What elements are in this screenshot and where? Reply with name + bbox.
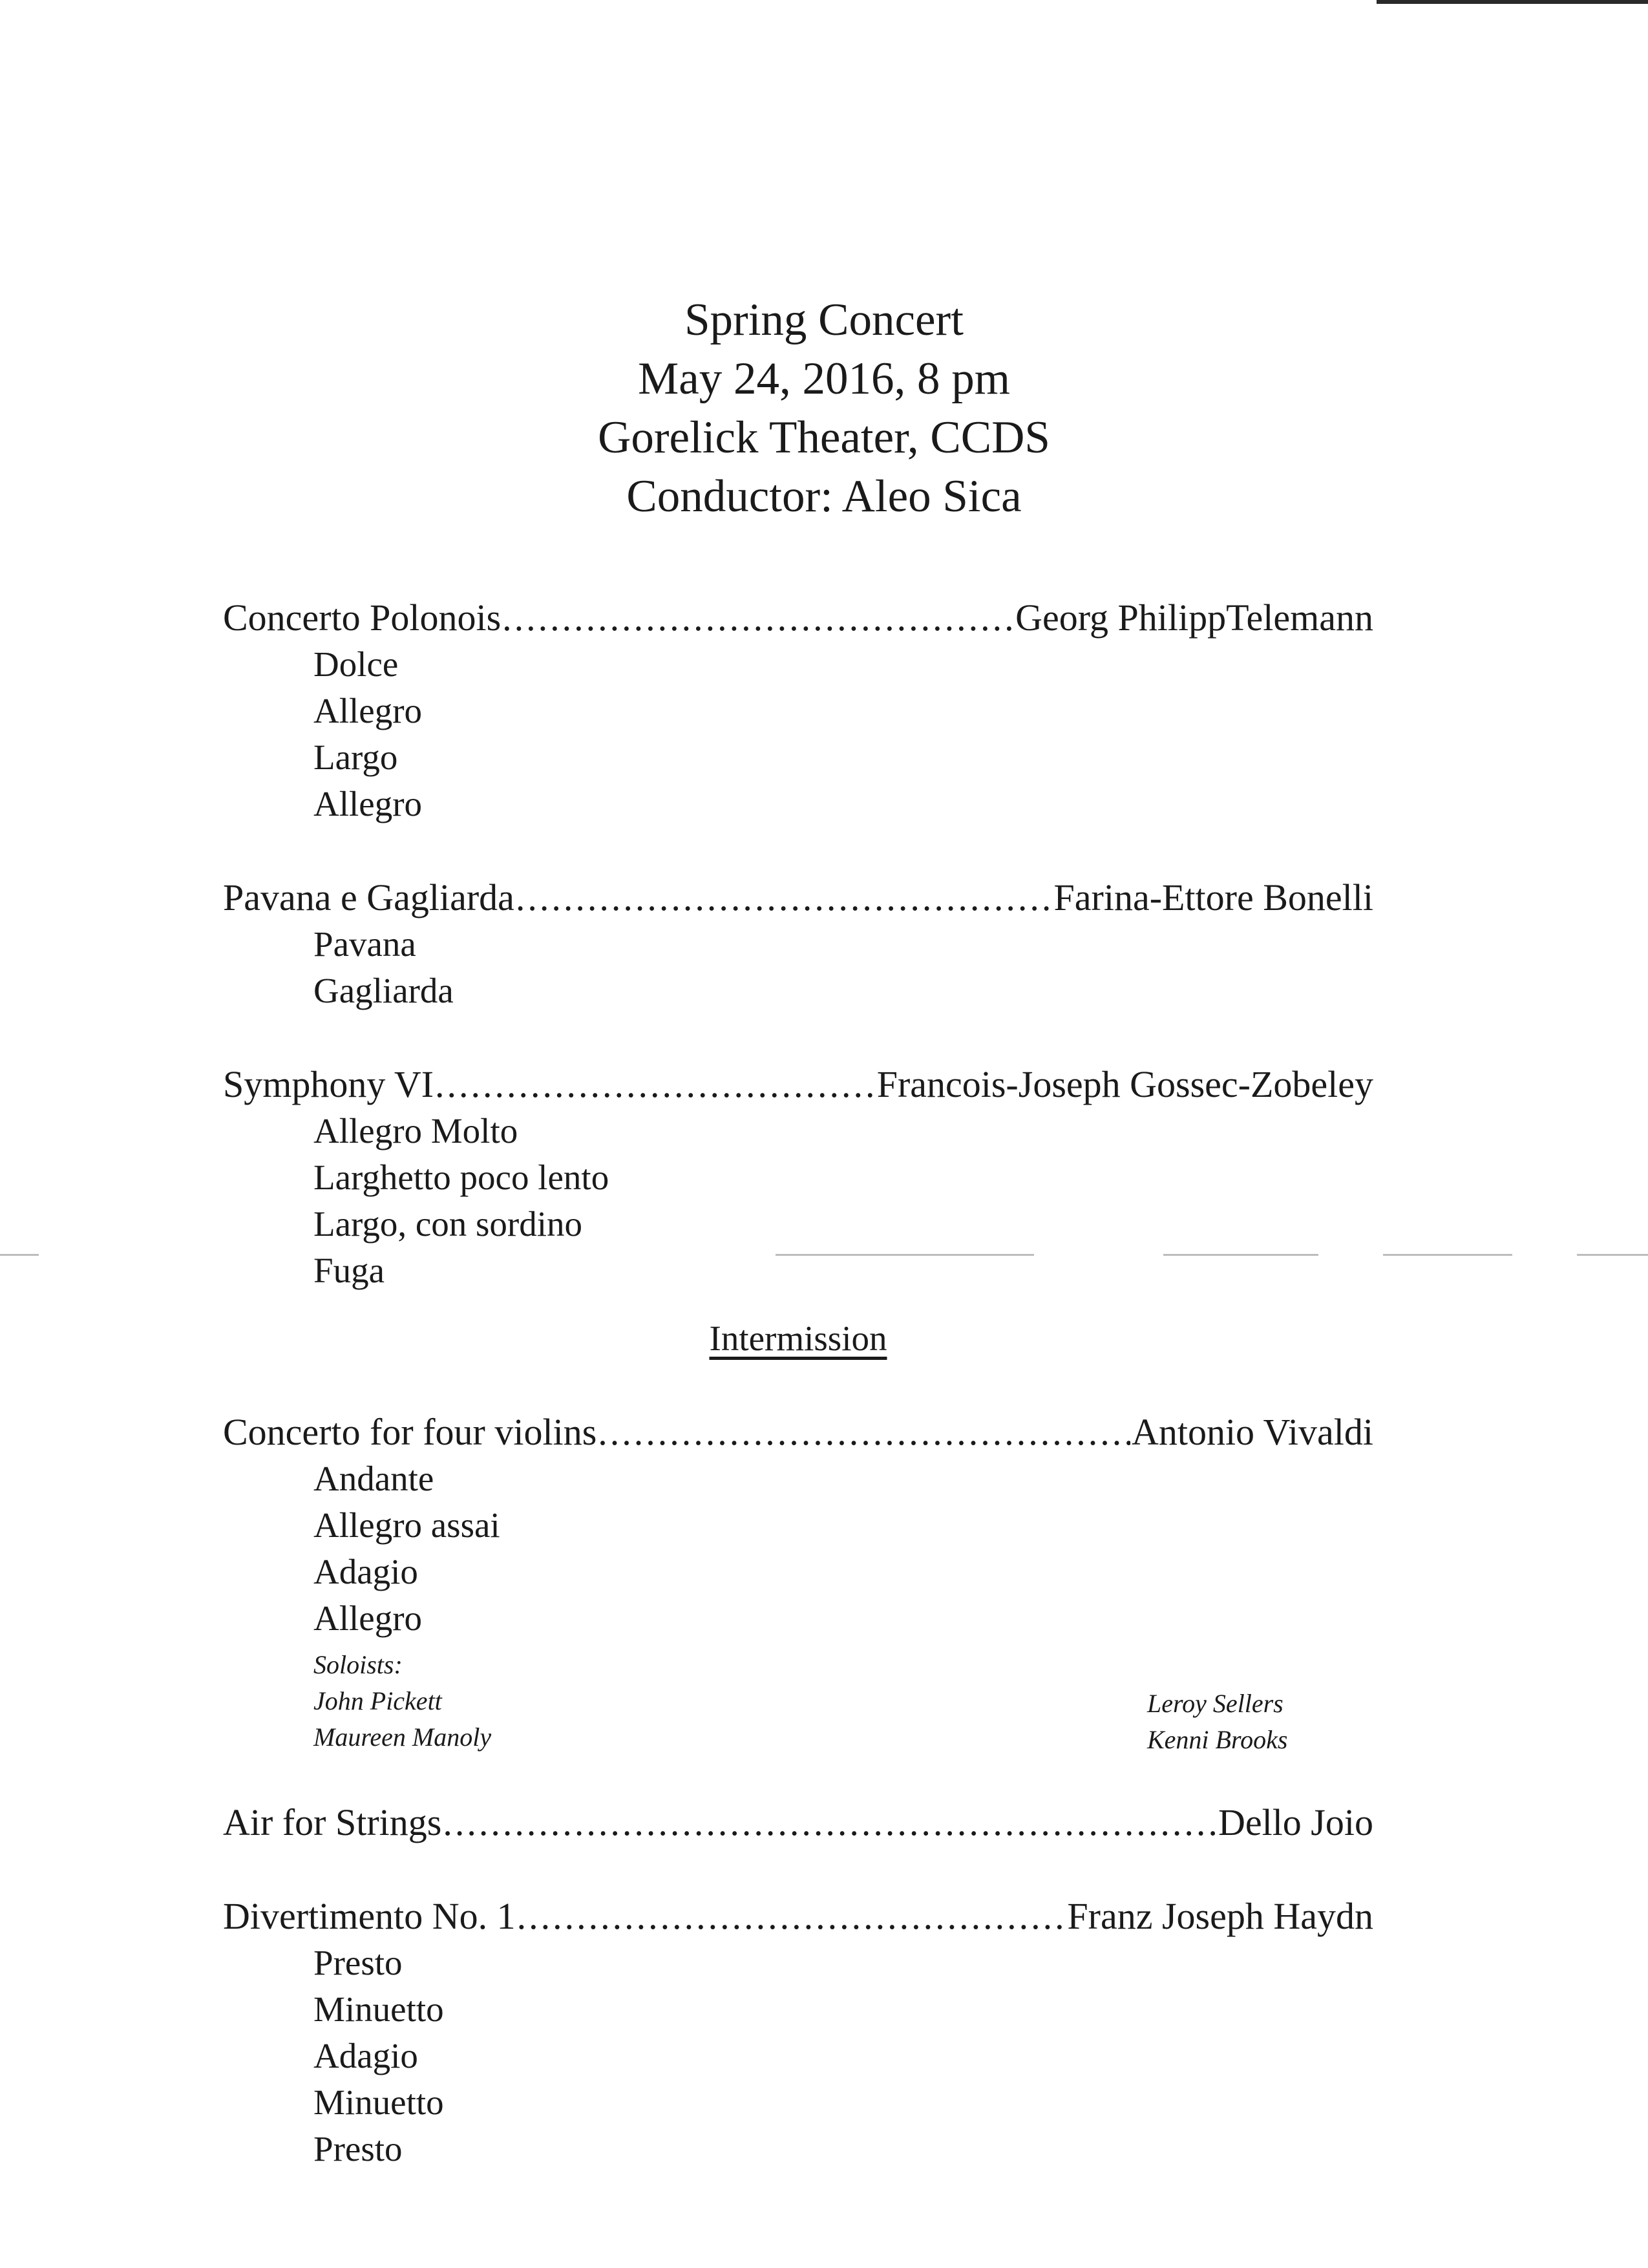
soloist-name: Maureen Manoly	[313, 1722, 492, 1752]
piece-composer: Antonio Vivaldi	[1131, 1411, 1373, 1453]
movement: Presto	[313, 2129, 403, 2168]
concert-date: May 24, 2016, 8 pm	[638, 354, 1010, 404]
concert-venue: Gorelick Theater, CCDS	[598, 412, 1050, 463]
scan-edge-mark	[1377, 0, 1648, 4]
intermission-heading	[223, 1315, 1373, 1362]
soloists-label: Soloists:	[313, 1650, 403, 1679]
piece-composer: Farina-Ettore Bonelli	[1053, 876, 1373, 918]
movement: Minuetto	[313, 2083, 444, 2122]
movement: Largo	[313, 737, 398, 777]
program-piece	[223, 1409, 1373, 1761]
soloist-name: John Pickett	[313, 1686, 442, 1715]
movement: Minuetto	[313, 1989, 444, 2029]
piece-composer: Georg PhilippTelemann	[1015, 597, 1373, 639]
movement: Allegro	[313, 784, 423, 823]
movement: Andante	[313, 1459, 434, 1498]
dot-leader	[443, 1799, 1217, 1846]
movement: Adagio	[313, 2036, 418, 2075]
program-piece	[223, 595, 1373, 827]
piece-title: Concerto Polonois	[223, 597, 502, 639]
piece-composer: Dello Joio	[1218, 1801, 1373, 1843]
concert-header	[0, 291, 1648, 526]
program-piece	[223, 1799, 1373, 1846]
dot-leader	[502, 595, 1014, 641]
movement: Allegro Molto	[313, 1111, 518, 1150]
program-piece	[223, 1893, 1373, 2172]
movement: Dolce	[313, 644, 399, 684]
movement: Adagio	[313, 1552, 418, 1591]
dot-leader	[598, 1409, 1130, 1456]
concert-conductor: Conductor: Aleo Sica	[626, 471, 1022, 522]
movement: Gagliarda	[313, 971, 454, 1010]
soloist-name: Leroy Sellers	[1147, 1689, 1284, 1718]
movement: Larghetto poco lento	[313, 1158, 609, 1197]
piece-title: Divertimento No. 1	[223, 1895, 516, 1937]
movement: Allegro assai	[313, 1505, 500, 1545]
movement: Pavana	[313, 924, 416, 964]
piece-title: Symphony VI	[223, 1063, 434, 1105]
movement: Allegro	[313, 1598, 423, 1638]
dot-leader	[517, 1893, 1066, 1940]
movement: Allegro	[313, 691, 423, 730]
movement: Largo, con sordino	[313, 1204, 582, 1244]
piece-title: Air for Strings	[223, 1801, 442, 1843]
program-list	[223, 595, 1373, 2220]
dot-leader	[516, 874, 1053, 921]
program-piece	[223, 1061, 1373, 1294]
piece-title: Concerto for four violins	[223, 1411, 597, 1453]
program-piece	[223, 874, 1373, 1014]
soloists-block	[223, 1647, 1373, 1761]
soloist-name: Kenni Brooks	[1147, 1725, 1288, 1754]
intermission-label: Intermission	[709, 1319, 887, 1358]
dot-leader	[435, 1061, 876, 1108]
movement: Presto	[313, 1943, 403, 1982]
piece-title: Pavana e Gagliarda	[223, 876, 514, 918]
piece-composer: Francois-Joseph Gossec-Zobeley	[876, 1063, 1373, 1105]
concert-title: Spring Concert	[684, 295, 964, 345]
piece-composer: Franz Joseph Haydn	[1067, 1895, 1373, 1937]
movement: Fuga	[313, 1251, 385, 1290]
